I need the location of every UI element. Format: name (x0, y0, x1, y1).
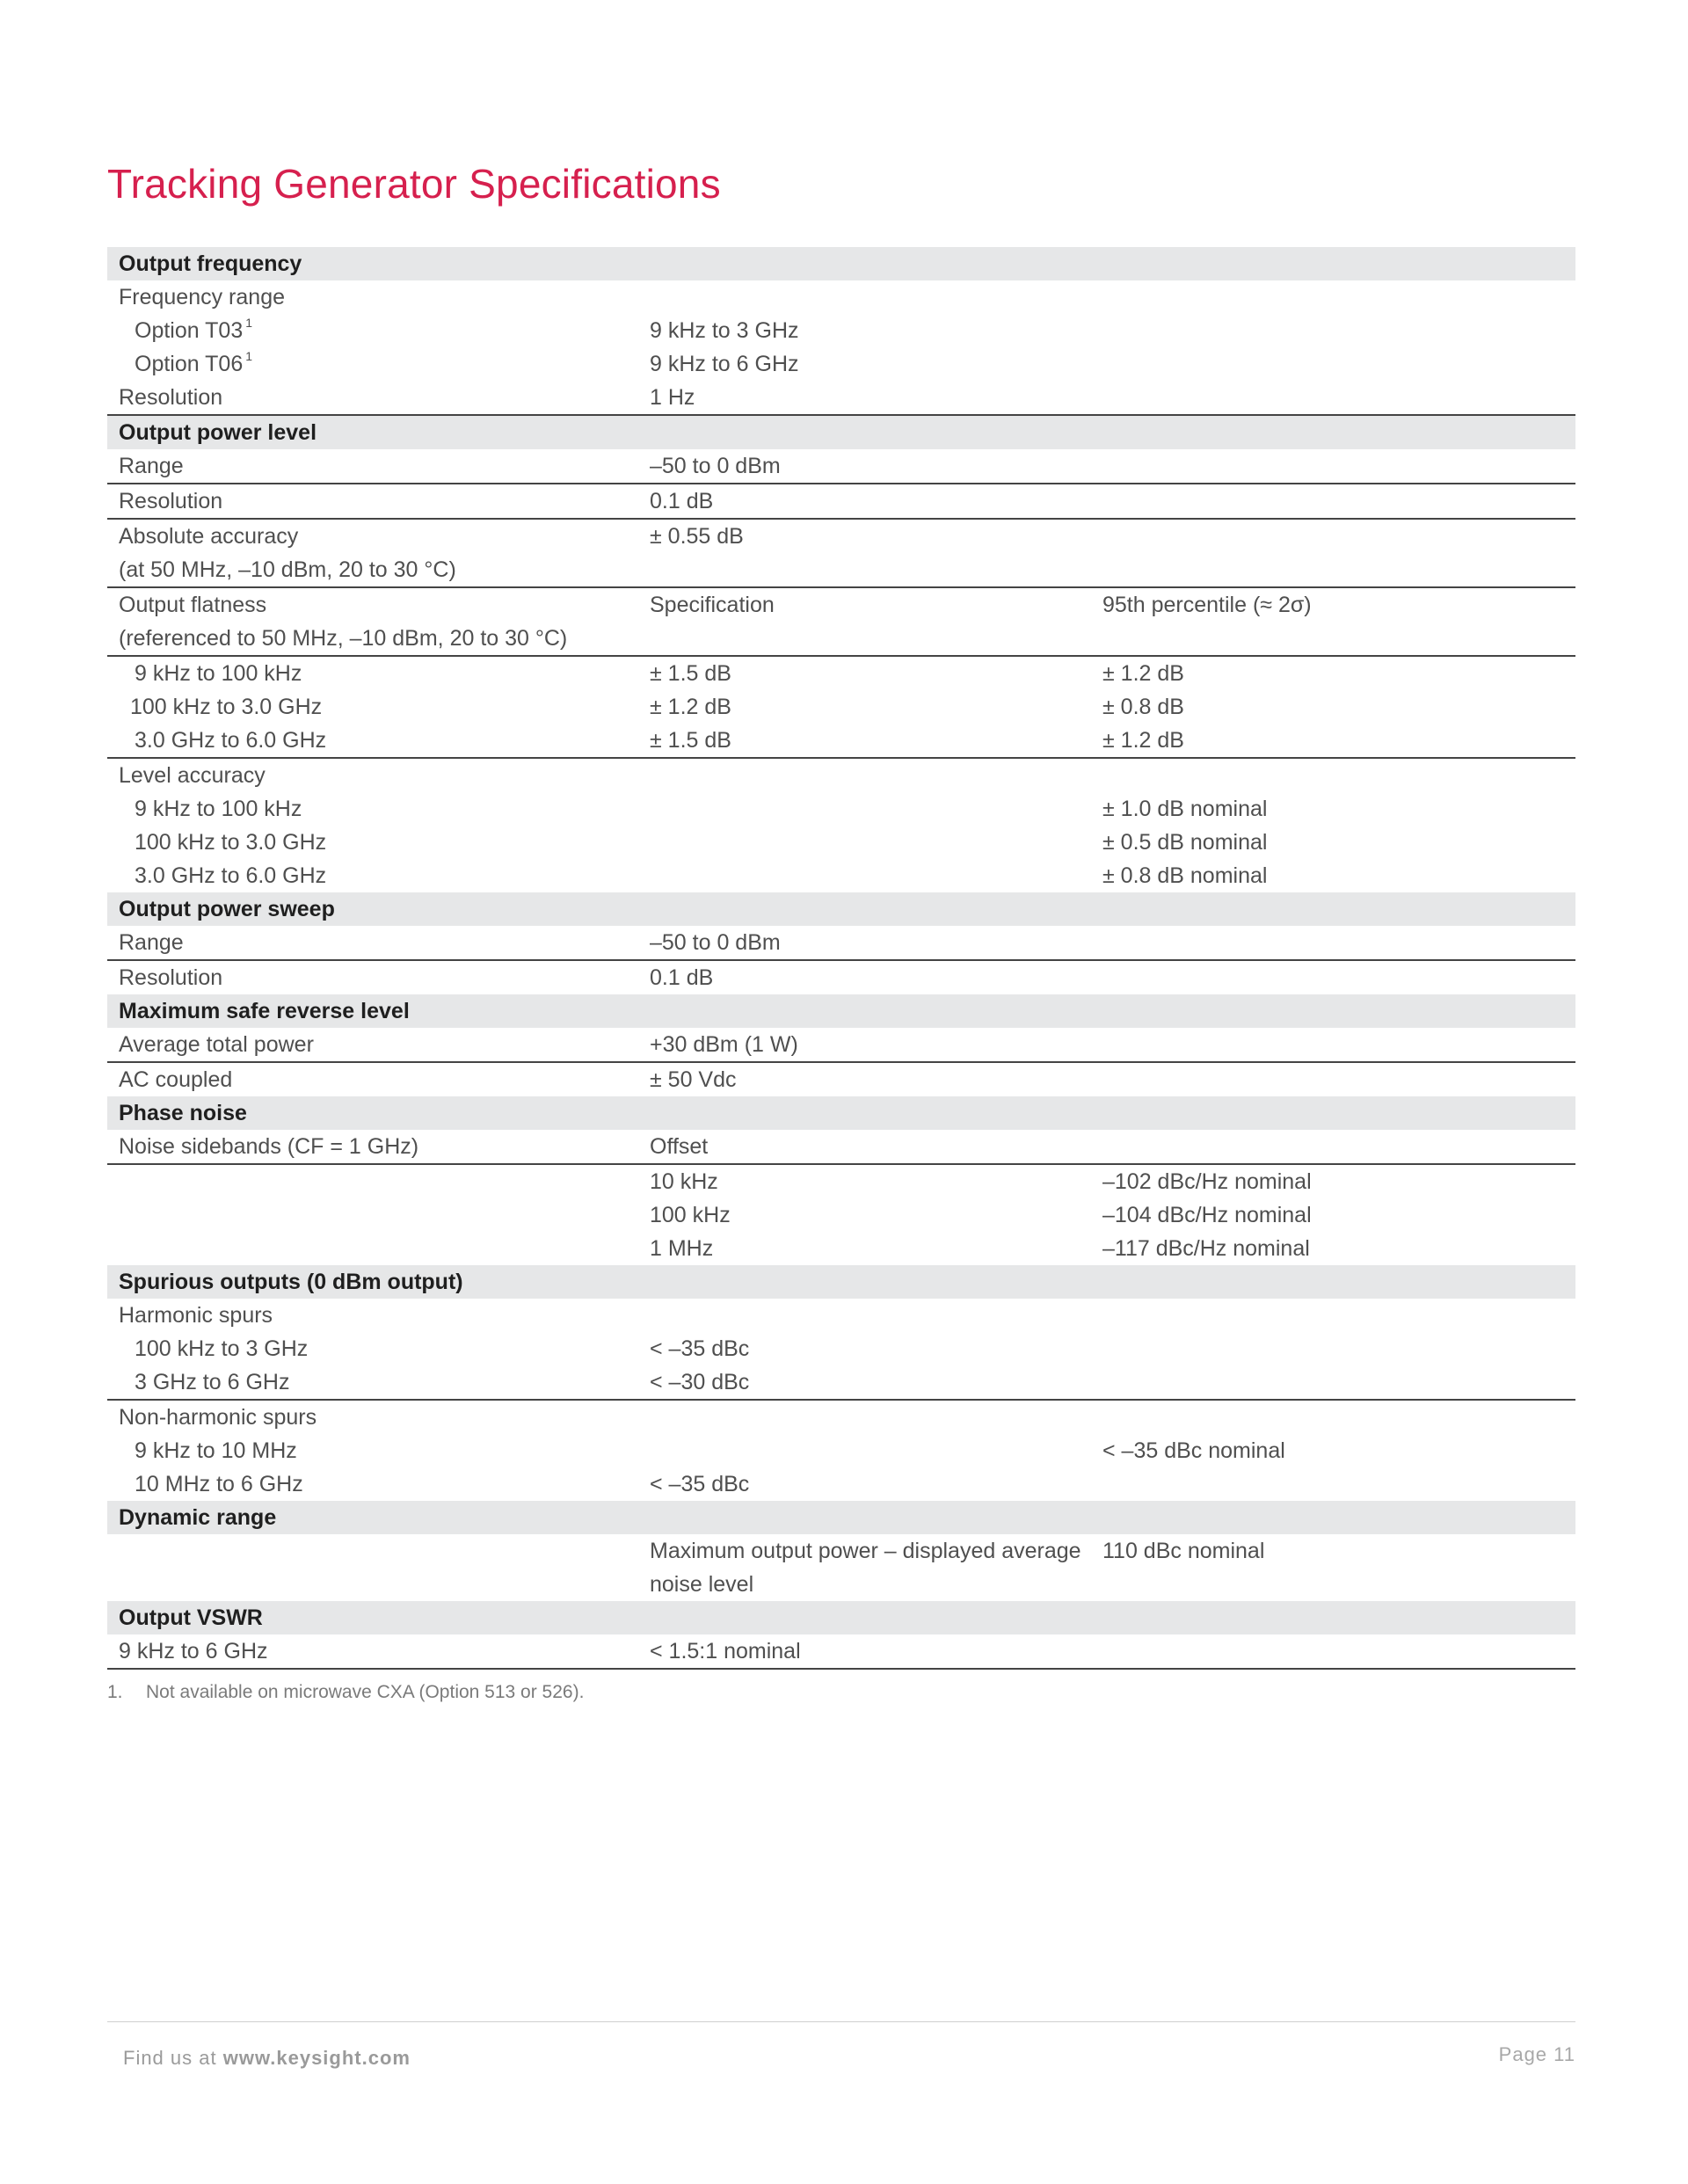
footer-prefix: Find us at (123, 2047, 217, 2069)
param-value: ± 0.8 dB (1102, 695, 1184, 719)
param-label: Maximum output power – displayed average (650, 1539, 1081, 1563)
param-value: ± 0.8 dB nominal (1102, 863, 1268, 888)
table-row (107, 1365, 1575, 1401)
param-value: < –35 dBc nominal (1102, 1438, 1285, 1463)
param-label: (referenced to 50 MHz, –10 dBm, 20 to 30 °C) (119, 626, 568, 651)
param-value: –117 dBc/Hz nominal (1102, 1236, 1310, 1261)
param-label: Average total power (119, 1032, 314, 1057)
table-row (107, 1332, 1575, 1365)
table-row (107, 347, 1575, 381)
param-label: noise level (650, 1572, 754, 1597)
param-label: Option T03 $^1$ (135, 316, 253, 343)
table-row (107, 553, 1575, 588)
param-label: Harmonic spurs (119, 1303, 273, 1328)
section-title: Spurious outputs (0 dBm output) (119, 1270, 463, 1294)
section-header (107, 1501, 1575, 1534)
section-header (107, 994, 1575, 1028)
section-title: Output power level (119, 420, 317, 445)
table-row (107, 314, 1575, 347)
section-title: Output frequency (119, 251, 302, 276)
param-value: ± 1.2 dB (650, 695, 731, 719)
param-label: Resolution (119, 385, 223, 410)
table-row (107, 926, 1575, 961)
footnote-ref: 1 (245, 349, 253, 363)
footnote (107, 1682, 584, 1703)
table-row (107, 724, 1575, 759)
footer-divider (107, 2021, 1575, 2022)
table-row (107, 280, 1575, 314)
param-label: Noise sidebands (CF = 1 GHz) (119, 1134, 419, 1159)
website-link[interactable]: www.keysight.com (222, 2047, 411, 2069)
table-row (107, 1232, 1575, 1265)
param-value: 0.1 dB (650, 965, 714, 990)
table-row (107, 1130, 1575, 1165)
table-row (107, 1401, 1575, 1434)
param-value: 0.1 dB (650, 489, 714, 513)
param-value: < 1.5:1 nominal (650, 1639, 801, 1663)
param-label: AC coupled (119, 1067, 233, 1092)
table-row (107, 759, 1575, 792)
section-header (107, 416, 1575, 449)
table-row (107, 690, 1575, 724)
table-row (107, 381, 1575, 416)
param-label: 10 kHz (650, 1169, 718, 1194)
section-title: Maximum safe reverse level (119, 999, 410, 1023)
table-row (107, 1568, 1575, 1601)
table-row (107, 1299, 1575, 1332)
section-header (107, 892, 1575, 926)
column-heading: Specification (650, 593, 775, 617)
param-label: 9 kHz to 6 GHz (119, 1639, 268, 1663)
param-label: Option T06 $^1$ (135, 349, 253, 376)
param-label: Range (119, 454, 184, 478)
footnote-text: Not available on microwave CXA (Option 513 or 526). (146, 1682, 585, 1702)
param-value: 9 kHz to 3 GHz (650, 318, 799, 343)
param-label: 100 kHz (650, 1203, 731, 1227)
param-value: ± 50 Vdc (650, 1067, 737, 1092)
param-value: 9 kHz to 6 GHz (650, 352, 799, 376)
section-header (107, 1096, 1575, 1130)
param-label: Range (119, 930, 184, 955)
param-value: –50 to 0 dBm (650, 930, 781, 955)
param-value: 1 Hz (650, 385, 695, 410)
table-row (107, 826, 1575, 859)
page-title: Tracking Generator Specifications (107, 161, 721, 207)
table-row (107, 1198, 1575, 1232)
param-label: 10 MHz to 6 GHz (135, 1472, 303, 1496)
footnote-ref: 1 (245, 316, 253, 330)
param-label: (at 50 MHz, –10 dBm, 20 to 30 °C) (119, 557, 456, 582)
param-value: ± 0.55 dB (650, 524, 744, 549)
param-value: 110 dBc nominal (1102, 1539, 1265, 1563)
footer-contact (123, 2047, 411, 2070)
table-row (107, 484, 1575, 520)
table-row (107, 1063, 1575, 1096)
table-row (107, 1165, 1575, 1198)
param-value: ± 1.0 dB nominal (1102, 797, 1268, 821)
spec-table (107, 247, 1575, 1670)
table-row (107, 1634, 1575, 1670)
param-value: < –35 dBc (650, 1336, 750, 1361)
param-value: ± 1.2 dB (1102, 728, 1184, 753)
param-label: Resolution (119, 489, 223, 513)
table-row (107, 1028, 1575, 1063)
param-value: < –30 dBc (650, 1370, 750, 1394)
param-label: Absolute accuracy (119, 524, 299, 549)
param-value: –50 to 0 dBm (650, 454, 781, 478)
param-value: +30 dBm (1 W) (650, 1032, 798, 1057)
param-label: 9 kHz to 100 kHz (135, 797, 302, 821)
section-header (107, 1601, 1575, 1634)
table-row (107, 1534, 1575, 1568)
param-label: 100 kHz to 3.0 GHz (130, 695, 323, 719)
param-label: Level accuracy (119, 763, 266, 788)
table-row (107, 1434, 1575, 1467)
param-value: ± 1.5 dB (650, 728, 731, 753)
param-label: 9 kHz to 10 MHz (135, 1438, 297, 1463)
param-label: Resolution (119, 965, 223, 990)
section-title: Output power sweep (119, 897, 335, 921)
table-row (107, 449, 1575, 484)
table-row (107, 859, 1575, 892)
page-number: Page 11 (1498, 2043, 1575, 2065)
column-heading: Offset (650, 1134, 709, 1159)
table-row (107, 961, 1575, 994)
param-value: < –35 dBc (650, 1472, 750, 1496)
section-header (107, 1265, 1575, 1299)
param-value: ± 0.5 dB nominal (1102, 830, 1268, 855)
param-label: 1 MHz (650, 1236, 714, 1261)
param-label: 9 kHz to 100 kHz (135, 661, 302, 686)
param-label: Non-harmonic spurs (119, 1405, 317, 1430)
param-value: –102 dBc/Hz nominal (1102, 1169, 1312, 1194)
param-value: ± 1.5 dB (650, 661, 731, 686)
column-heading: 95th percentile (≈ 2σ) (1102, 593, 1312, 617)
param-label: 100 kHz to 3 GHz (135, 1336, 309, 1361)
param-label: Frequency range (119, 285, 286, 309)
param-label: 3 GHz to 6 GHz (135, 1370, 290, 1394)
param-label: 3.0 GHz to 6.0 GHz (135, 863, 327, 888)
param-label: 100 kHz to 3.0 GHz (135, 830, 327, 855)
section-title: Output VSWR (119, 1605, 263, 1630)
section-title: Dynamic range (119, 1505, 277, 1530)
param-value: ± 1.2 dB (1102, 661, 1184, 686)
table-row (107, 622, 1575, 657)
param-value: –104 dBc/Hz nominal (1102, 1203, 1312, 1227)
table-row (107, 1467, 1575, 1501)
table-row (107, 657, 1575, 690)
footnote-number: 1. (107, 1682, 123, 1702)
table-row (107, 792, 1575, 826)
section-header (107, 247, 1575, 280)
param-label: Output flatness (119, 593, 267, 617)
table-row (107, 520, 1575, 553)
param-label: 3.0 GHz to 6.0 GHz (135, 728, 327, 753)
table-row (107, 588, 1575, 622)
section-title: Phase noise (119, 1101, 247, 1125)
